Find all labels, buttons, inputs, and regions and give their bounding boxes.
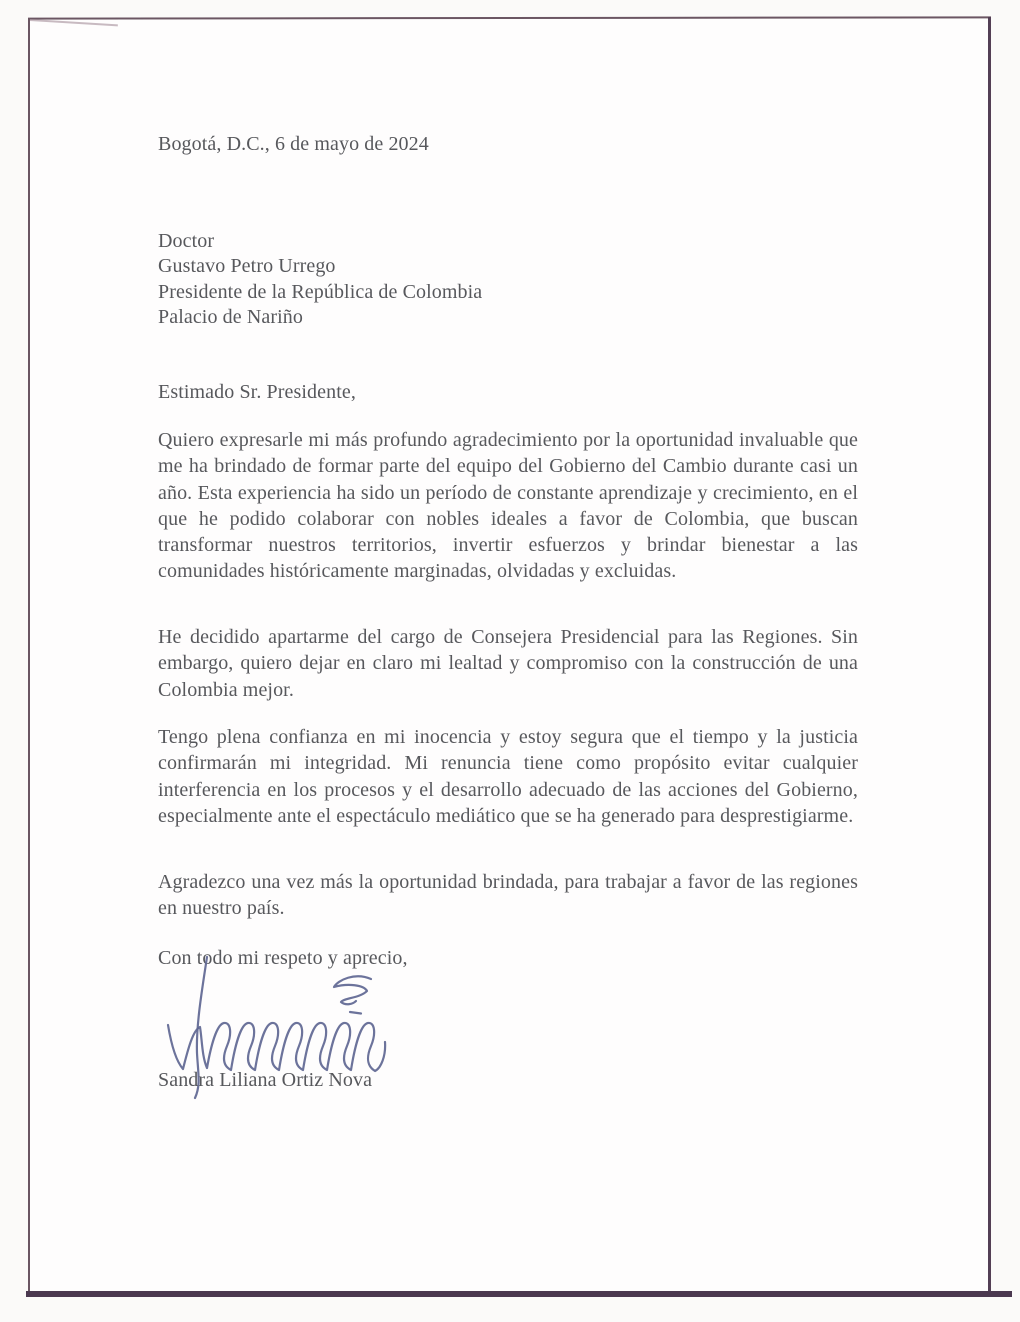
letter-paragraph: Agradezco una vez más la oportunidad brindada, para trabajar a favor de las regiones en nuestro país. (158, 871, 858, 920)
recipient-title: Doctor (158, 230, 215, 252)
letter-salutation: Estimado Sr. Presidente, (158, 381, 356, 403)
recipient-role: Presidente de la República de Colombia (158, 280, 483, 303)
letter-paragraph: Tengo plena confianza en mi inocencia y estoy segura que el tiempo y la justicia confirmarán mi integridad. Mi renuncia tiene como propósito evitar cualquier interferencia en los procesos y el desarrollo adecuado de las acciones del Gobierno, especialmente ante el espectáculo mediático que se ha generado para desprestigiarme. (158, 726, 858, 827)
letter-closing: Con todo mi respeto y aprecio, (158, 947, 408, 969)
letter-paragraph: He decidido apartarme del cargo de Consejera Presidencial para las Regiones. Sin embargo, quiero dejar en claro mi lealtad y compromiso con la construcción de una Colombia mejor. (158, 626, 858, 701)
scan-edge-bottom (26, 1291, 1012, 1297)
scan-edge-left (28, 18, 30, 1295)
letter-date: Bogotá, D.C., 6 de mayo de 2024 (158, 133, 429, 155)
recipient-name: Gustavo Petro Urrego (158, 255, 336, 278)
recipient-address: Palacio de Nariño (158, 306, 303, 329)
scan-edge-right (988, 17, 991, 1295)
recipient-block (158, 229, 858, 331)
letter-paragraph: Quiero expresarle mi más profundo agradecimiento por la oportunidad invaluable que me ha brindado de formar parte del equipo del Gobierno del Cambio durante casi un año. Esta experiencia ha sido un período de constante aprendizaje y crecimiento, en el que he podido colaborar con nobles ideales a favor de Colombia, que buscan transformar nuestros territorios, invertir esfuerzos y brindar bienestar a las comunidades históricamente marginadas, olvidadas y excluidas. (158, 429, 858, 583)
signatory-name: Sandra Liliana Ortiz Nova (158, 1069, 373, 1091)
